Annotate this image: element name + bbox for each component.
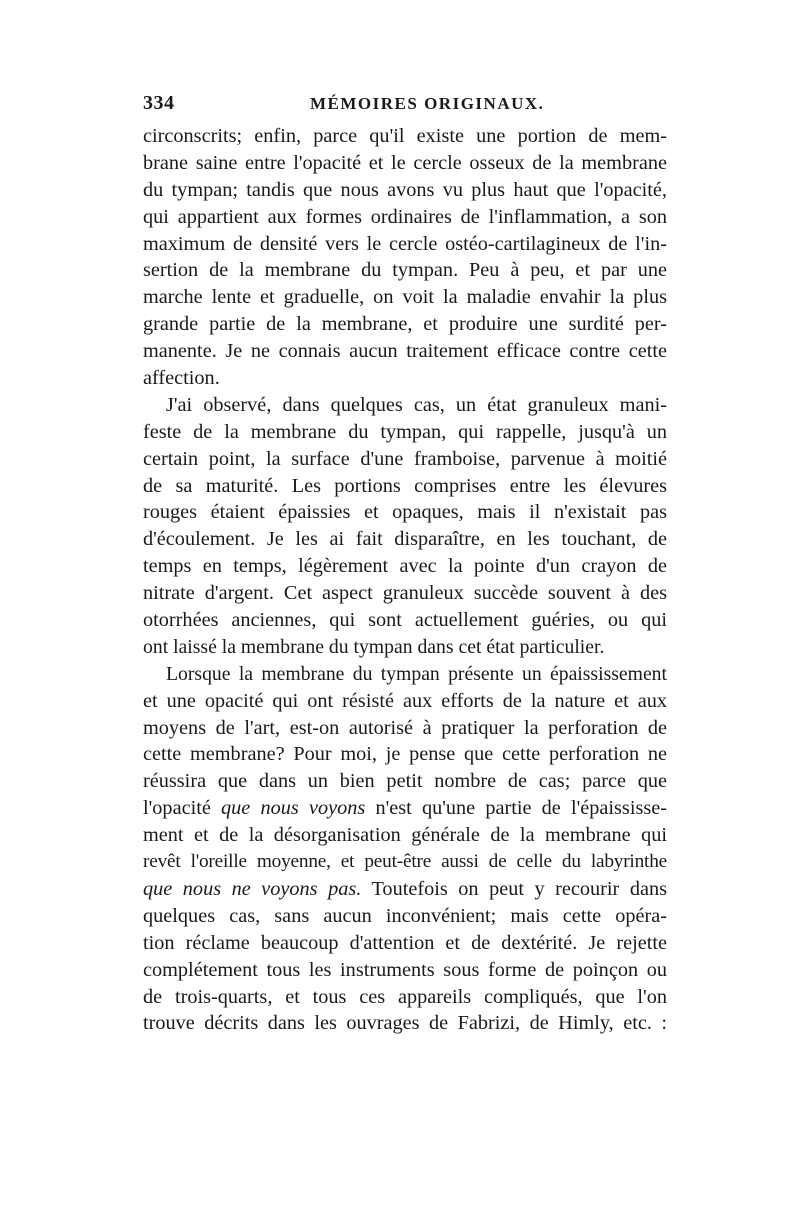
- text-line: réussira que dans un bien petit nombre de cas; parce que: [143, 770, 667, 793]
- page-number: 334: [143, 92, 175, 114]
- text-line: trouve décrits dans les ouvrages de Fabrizi, de Himly, etc. :: [143, 1012, 667, 1035]
- text-line: nitrate d'argent. Cet aspect granuleux succède souvent à des: [143, 582, 667, 605]
- text-line: maximum de densité vers le cercle ostéo-cartilagineux de l'in-: [143, 232, 667, 255]
- text-line: affection.: [143, 367, 220, 390]
- text-line: de trois-quarts, et tous ces appareils compliqués, que l'on: [143, 985, 667, 1008]
- running-title: MÉMOIRES ORIGINAUX.: [310, 94, 545, 113]
- text-line: d'écoulement. Je les ai fait disparaître, en les touchant, de: [143, 528, 667, 551]
- text-line-with-italic: [143, 876, 667, 903]
- paragraph-first-line: Lorsque la membrane du tympan présente un épaississement: [166, 662, 667, 685]
- text-line: brane saine entre l'opacité et le cercle osseux de la membrane: [143, 151, 667, 174]
- text-line: du tympan; tandis que nous avons vu plus haut que l'opacité,: [143, 178, 667, 201]
- text-line: circonscrits; enfin, parce qu'il existe une portion de mem-: [143, 125, 667, 147]
- text-line: sertion de la membrane du tympan. Peu à peu, et par une: [143, 259, 667, 282]
- text-line: de sa maturité. Les portions comprises entre les élevures: [143, 474, 667, 497]
- text-line: quelques cas, sans aucun inconvénient; mais cette opéra-: [143, 904, 667, 927]
- text-line: revêt l'oreille moyenne, et peut-être aussi de celle du labyrinthe: [143, 851, 667, 873]
- text-segment: Toutefois on peut y recourir dans: [361, 877, 667, 900]
- text-line: rouges étaient épaissies et opaques, mais il n'existait pas: [143, 501, 667, 524]
- text-line: temps en temps, légèrement avec la pointe d'un crayon de: [143, 555, 667, 578]
- text-line: ont laissé la membrane du tympan dans cet état particulier.: [143, 635, 605, 658]
- text-line: manente. Je ne connais aucun traitement efficace contre cette: [143, 340, 667, 363]
- text-line: cette membrane? Pour moi, je pense que cette perforation ne: [143, 743, 667, 766]
- text-line: marche lente et graduelle, on voit la maladie envahir la plus: [143, 286, 667, 309]
- text-line: complétement tous les instruments sous forme de poinçon ou: [143, 958, 667, 981]
- text-line: certain point, la surface d'une framboise, parvenue à moitié: [143, 447, 667, 470]
- body-text: [143, 123, 667, 1037]
- text-line: ment et de la désorganisation générale de la membrane qui: [143, 824, 667, 847]
- text-line: otorrhées anciennes, qui sont actuellement guéries, ou qui: [143, 609, 667, 632]
- text-line: feste de la membrane du tympan, qui rappelle, jusqu'à un: [143, 420, 667, 443]
- text-line: grande partie de la membrane, et produire une surdité per-: [143, 313, 667, 336]
- italic-phrase: que nous voyons: [221, 797, 366, 820]
- text-line: qui appartient aux formes ordinaires de l'inflammation, a son: [143, 205, 667, 228]
- running-head: [143, 92, 667, 122]
- text-line-with-italic: [143, 795, 667, 822]
- text-line: tion réclame beaucoup d'attention et de dextérité. Je rejette: [143, 931, 667, 954]
- text-line: moyens de l'art, est-on autorisé à pratiquer la perforation de: [143, 716, 667, 739]
- text-segment: l'opacité: [143, 797, 222, 820]
- paragraph-first-line: J'ai observé, dans quelques cas, un état granuleux mani-: [166, 393, 667, 416]
- italic-phrase: que nous ne voyons pas.: [143, 877, 362, 900]
- text-segment: n'est qu'une partie de l'épaississe-: [365, 797, 668, 820]
- text-line: et une opacité qui ont résisté aux efforts de la nature et aux: [143, 689, 667, 712]
